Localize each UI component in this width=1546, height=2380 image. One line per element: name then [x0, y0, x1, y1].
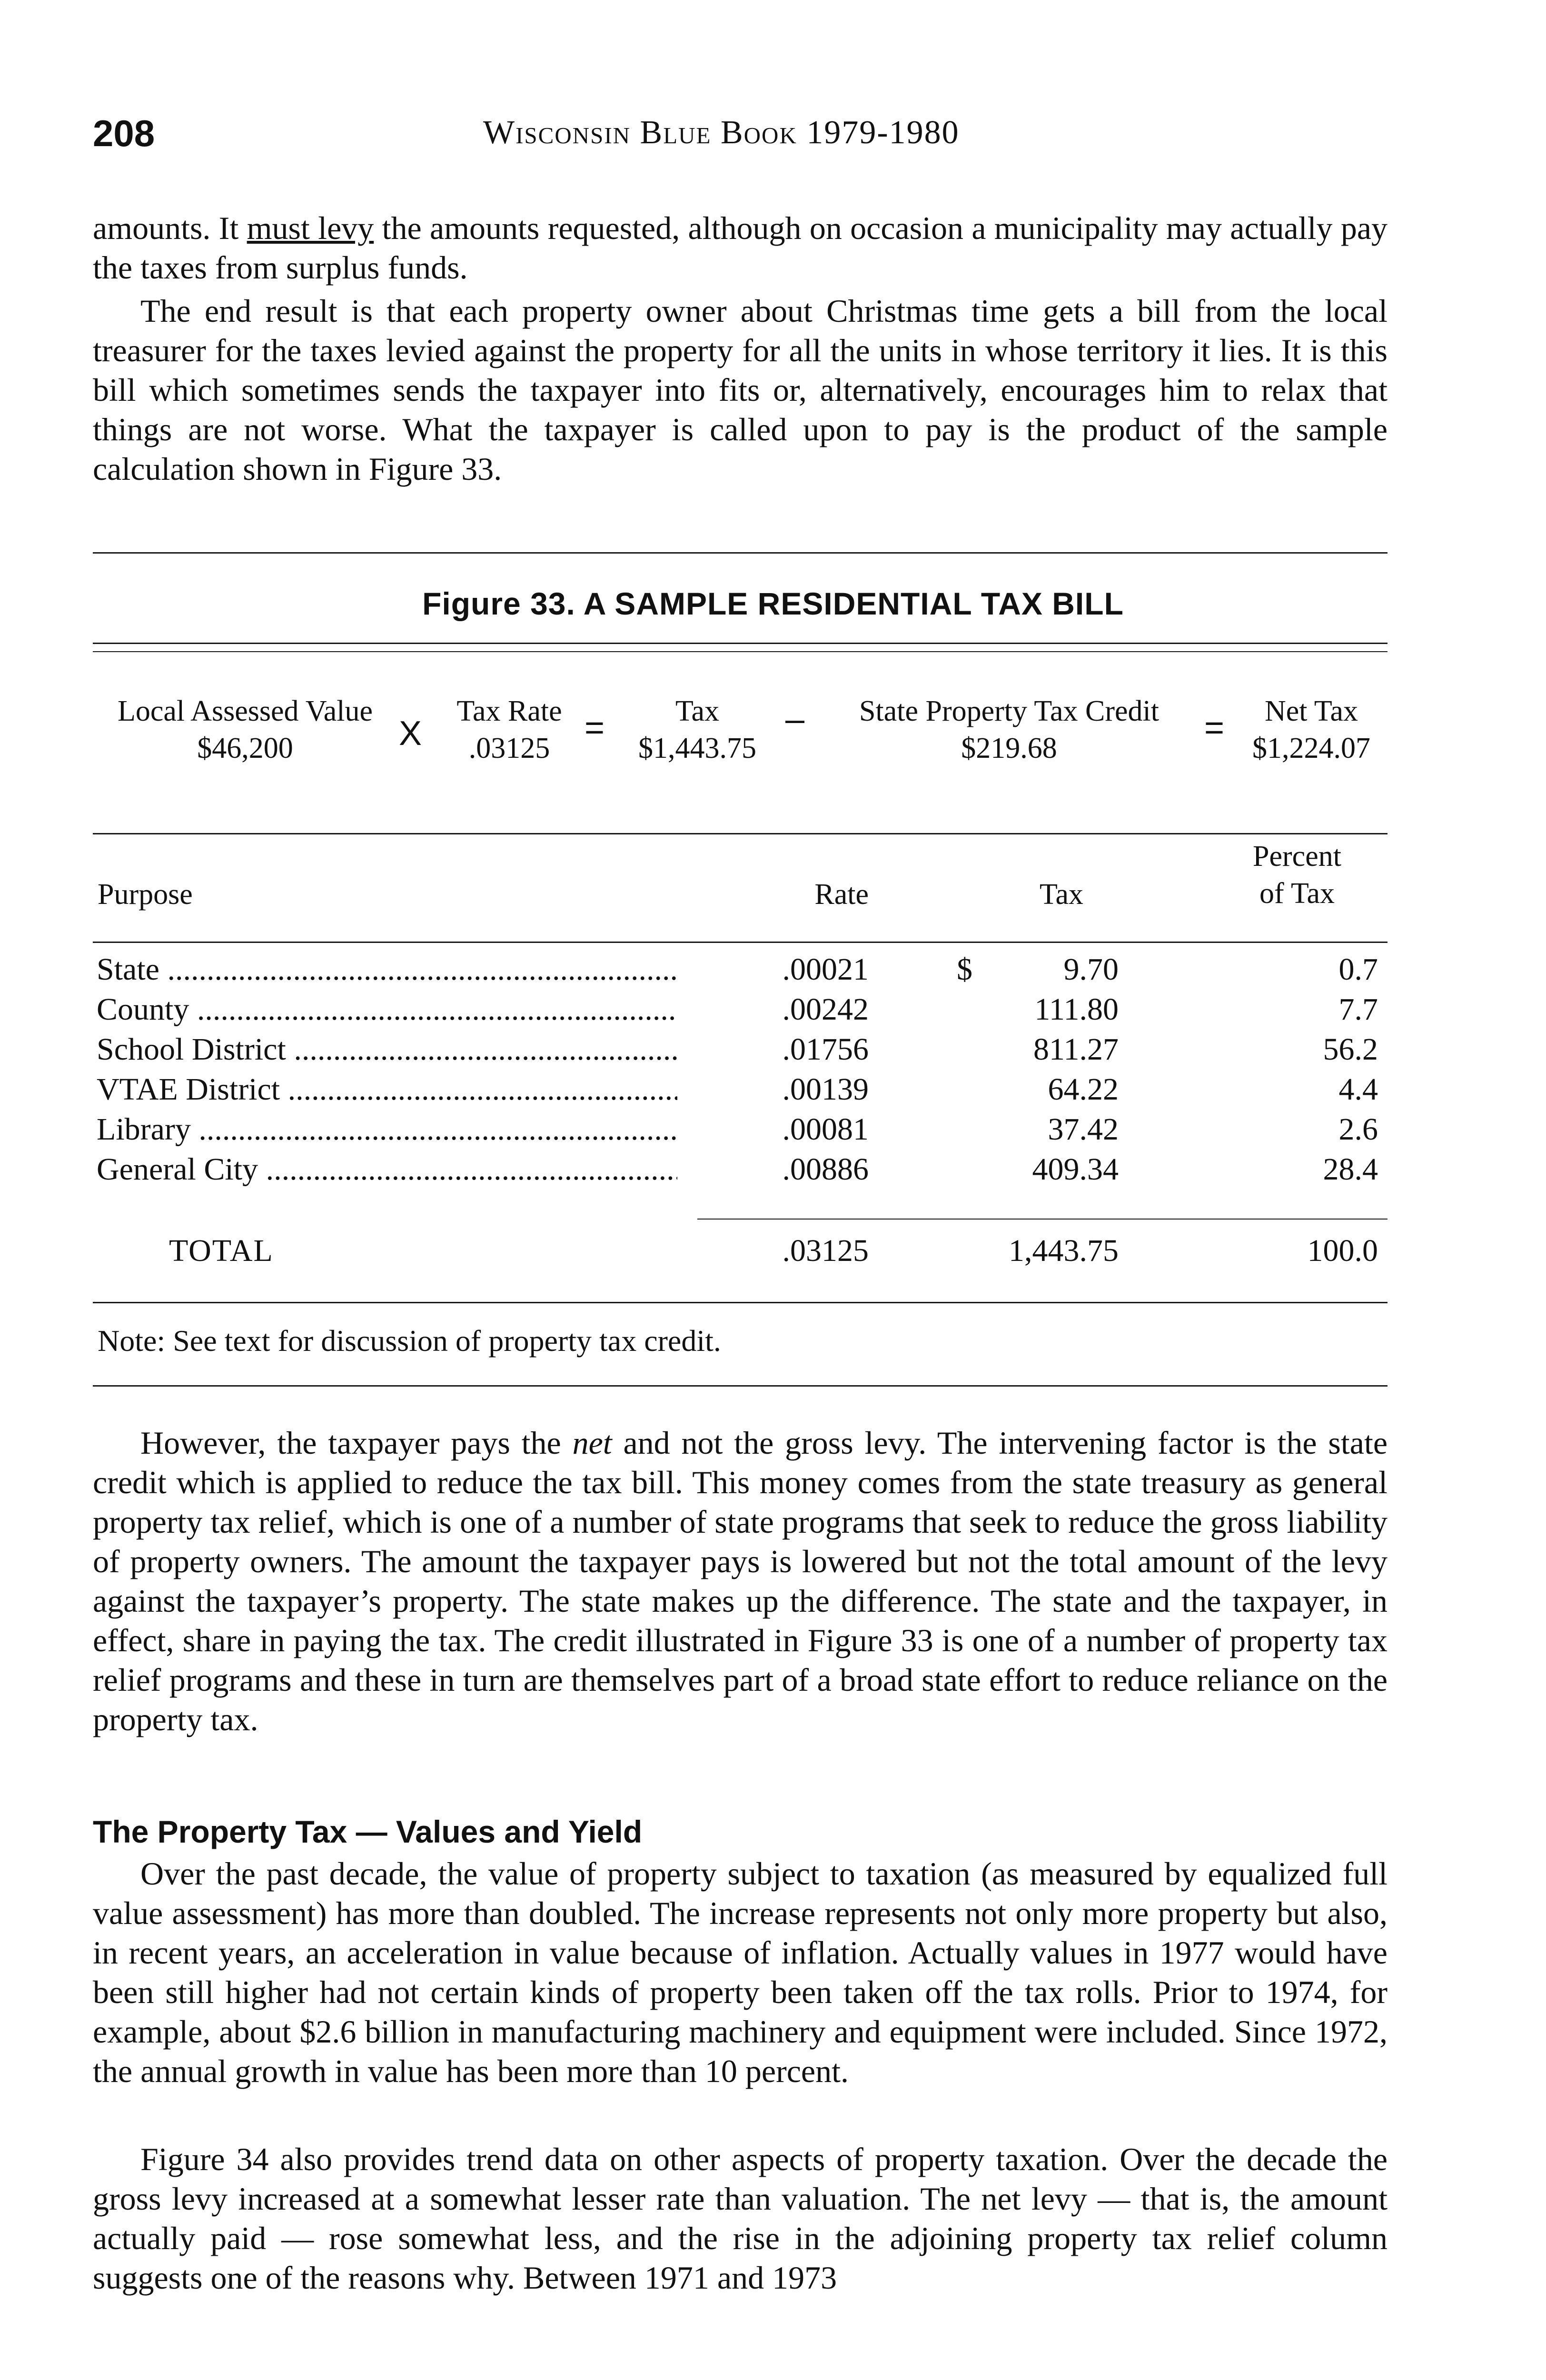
assessed-label: Local Assessed Value — [117, 695, 373, 727]
assessed-value: $46,200 — [197, 732, 293, 764]
running-title: Wisconsin Blue Book 1979-1980 — [483, 114, 960, 151]
figure-title: Figure 33. A SAMPLE RESIDENTIAL TAX BILL — [422, 586, 1124, 621]
intro-paragraph-1 — [93, 208, 1387, 288]
col-header-rate: Rate — [814, 878, 869, 911]
minus-sign: – — [785, 700, 805, 738]
row-tax: 64.22 — [1048, 1072, 1119, 1107]
row-purpose: School District ..... — [97, 1030, 677, 1070]
table-header-rule — [93, 942, 1387, 943]
row-rate: .00139 — [782, 1072, 869, 1107]
intro-p1-text-a: amounts. It — [93, 210, 247, 246]
credit-label: State Property Tax Credit — [859, 695, 1159, 727]
body-p1-text-a: However, the taxpayer pays the — [140, 1425, 573, 1461]
figure-top-rule — [93, 552, 1387, 554]
figure-bottom-rule — [93, 1385, 1387, 1387]
row-percent: 56.2 — [1323, 1032, 1378, 1067]
equation-tax — [619, 693, 776, 767]
equation-credit — [819, 693, 1199, 767]
rate-value: .03125 — [468, 732, 550, 764]
rate-label: Tax Rate — [456, 695, 562, 727]
intro-paragraph-2: The end result is that each property owner about Christmas time gets a bill from the local treasurer for the taxes levied against the property for all the units in whose territory it lies. It is this bill which sometimes sends the taxpayer into fits or, alternatively, encourages him to relax that things are not worse. What the taxpayer is called upon to pay is the product of the sample calculation shown in Figure 33. — [93, 293, 1387, 487]
row-tax: 9.70 — [1063, 952, 1119, 987]
table-row — [93, 1030, 1387, 1070]
body-p1-emphasis: net — [572, 1425, 612, 1461]
row-percent: 7.7 — [1338, 992, 1378, 1027]
row-purpose: State ..... — [97, 950, 677, 990]
figure-note: Note: See text for discussion of property tax credit. — [98, 1324, 721, 1358]
body-paragraph-2: Over the past decade, the value of property subject to taxation (as measured by equalized full value assessment) has more than doubled. The increase represents not only more property but also, in recent years, an acceleration in value because of inflation. Actually values in 1977 would have been still higher had not certain kinds of property been taken off the tax rolls. Prior to 1974, for example, about $2.6 billion in manufacturing machinery and equipment were included. Since 1972, the annual growth in value has been more than 10 percent. — [93, 1855, 1387, 2089]
table-row — [93, 1110, 1387, 1150]
row-percent: 4.4 — [1338, 1072, 1378, 1107]
total-percent: 100.0 — [1307, 1233, 1378, 1268]
table-row — [93, 1150, 1387, 1190]
col-header-percent-line1: Percent — [1253, 840, 1341, 873]
intro-p1-underlined: must levy — [247, 210, 374, 246]
total-rate: .03125 — [782, 1233, 869, 1268]
row-tax: 37.42 — [1048, 1112, 1119, 1147]
intro-p1-text-b: the amounts requested, although on occasion a municipality may actually pay the taxes from surplus funds. — [93, 210, 1388, 286]
table-row — [93, 1070, 1387, 1110]
tax-value: $1,443.75 — [638, 732, 756, 764]
col-header-percent — [1219, 838, 1376, 912]
row-rate: .00021 — [782, 952, 869, 987]
body-paragraph-3: Figure 34 also provides trend data on other aspects of property taxation. Over the decade the gross levy increased at a somewhat lesser rate than valuation. The net levy — that is, the amount actually paid — rose somewhat less, and the rise in the adjoining property tax relief column suggests one of the reasons why. Between 1971 and 1973 — [93, 2141, 1387, 2296]
row-rate: .00242 — [782, 992, 869, 1027]
row-purpose: Library ..... — [97, 1110, 677, 1150]
table-row — [93, 950, 1387, 990]
row-purpose: County ..... — [97, 990, 677, 1030]
total-label: TOTAL — [169, 1233, 274, 1268]
equals-sign-2: = — [1204, 709, 1225, 747]
body-paragraph-1 — [93, 1423, 1387, 1739]
running-header — [93, 112, 1387, 164]
row-purpose: General City ..... — [97, 1150, 677, 1190]
credit-value: $219.68 — [961, 732, 1057, 764]
equation-assessed — [93, 693, 397, 767]
row-percent: 0.7 — [1338, 952, 1378, 987]
row-tax: 811.27 — [1033, 1032, 1119, 1067]
net-value: $1,224.07 — [1252, 732, 1370, 764]
equation-rate — [443, 693, 576, 767]
row-rate: .00886 — [782, 1152, 869, 1187]
page-number: 208 — [93, 112, 155, 154]
col-header-percent-line2: of Tax — [1259, 877, 1335, 910]
row-rate: .00081 — [782, 1112, 869, 1147]
row-rate: .01756 — [782, 1032, 869, 1067]
row-tax: 111.80 — [1034, 992, 1119, 1027]
equals-sign-1: = — [585, 709, 605, 747]
net-label: Net Tax — [1265, 695, 1358, 727]
table-bottom-rule — [93, 1302, 1387, 1303]
total-rule — [697, 1219, 1387, 1220]
row-purpose: VTAE District ..... — [97, 1070, 677, 1110]
row-dollar-sign: $ — [957, 952, 972, 987]
body-p1-text-b: and not the gross levy. The intervening factor is the state credit which is applied to reduce the tax bill. This money comes from the state treasury as general property tax relief, which is one of a number of state programs that seek to reduce the gross liability of property owners. The amount the taxpayer pays is lowered but not the total amount of the levy against the taxpayer’s property. The state makes up the difference. The state and the taxpayer, in effect, share in paying the tax. The credit illustrated in Figure 33 is one of a number of property tax relief programs and these in turn are themselves part of a broad state effort to reduce reliance on the property tax. — [93, 1425, 1388, 1737]
row-percent: 28.4 — [1323, 1152, 1378, 1187]
section-heading: The Property Tax — Values and Yield — [93, 1814, 643, 1849]
figure-title-rule-1 — [93, 643, 1387, 644]
table-top-rule — [93, 833, 1387, 834]
tax-label: Tax — [675, 695, 720, 727]
row-tax: 409.34 — [1032, 1152, 1119, 1187]
times-sign: X — [399, 714, 422, 753]
total-tax: 1,443.75 — [1009, 1233, 1119, 1268]
col-header-purpose: Purpose — [98, 878, 193, 911]
equation-net — [1238, 693, 1385, 767]
row-percent: 2.6 — [1338, 1112, 1378, 1147]
col-header-tax: Tax — [1039, 878, 1084, 911]
figure-title-rule-2 — [93, 651, 1387, 652]
table-row — [93, 990, 1387, 1030]
